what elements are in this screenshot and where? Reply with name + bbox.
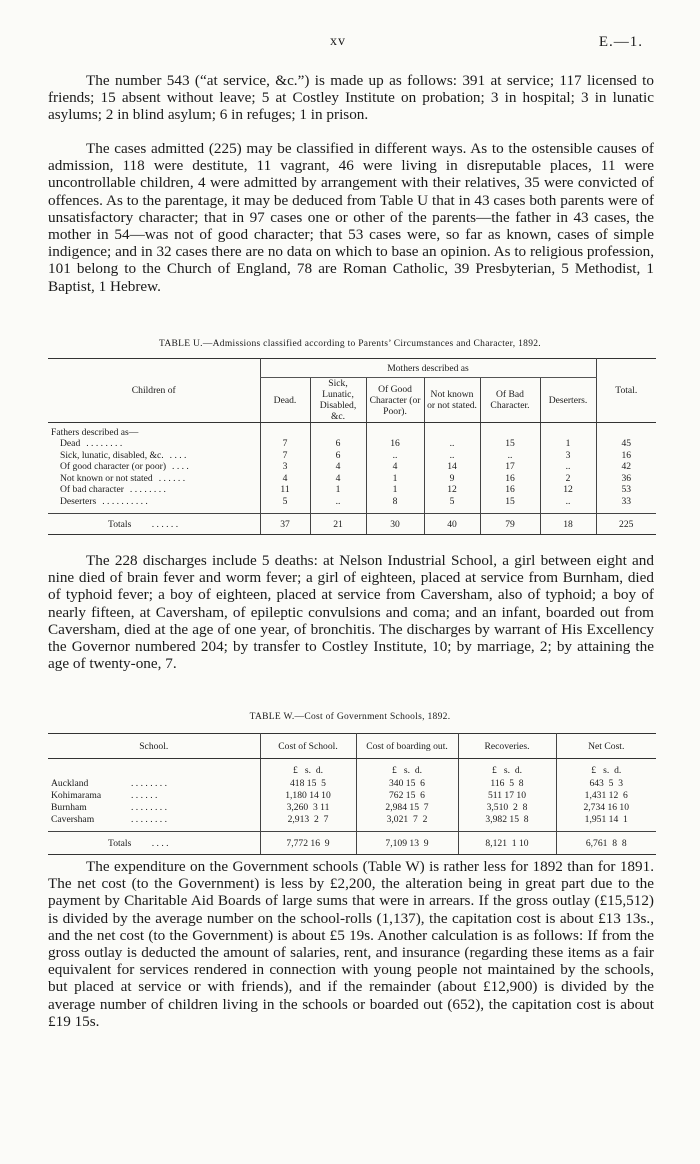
table-u-total-cell: 40 — [424, 514, 480, 535]
row-label: Of good character (or poor) — [60, 461, 167, 473]
table-cell: 3,021 7 2 — [356, 813, 458, 825]
table-cell: 16 — [366, 438, 424, 450]
row-leader: . . . . . . . . — [131, 813, 167, 825]
table-cell: 3,510 2 8 — [458, 801, 556, 813]
table-u-group-header: Mothers described as — [260, 359, 596, 378]
table-cell: 4 — [310, 461, 366, 473]
table-cell: .. — [424, 438, 480, 450]
units-label: £ s. d. — [556, 759, 656, 778]
units-label: £ s. d. — [458, 759, 556, 778]
table-cell: 2,913 2 7 — [260, 813, 356, 825]
table-cell: 17 — [480, 461, 540, 473]
table-u-col-not-known: Not known or not stated. — [424, 378, 480, 423]
table-cell: 16 — [480, 484, 540, 496]
table-cell: 418 15 5 — [260, 777, 356, 789]
table-row — [48, 461, 656, 473]
table-cell: 5 — [424, 496, 480, 508]
table-cell: 2,984 15 7 — [356, 801, 458, 813]
table-cell: 4 — [260, 473, 310, 485]
table-u-total-cell: 37 — [260, 514, 310, 535]
table-row — [48, 438, 656, 450]
table-cell: 116 5 8 — [458, 777, 556, 789]
row-label: Kohimarama — [51, 789, 102, 801]
table-cell: 6 — [310, 438, 366, 450]
table-cell: 4 — [366, 461, 424, 473]
table-cell: 53 — [596, 484, 656, 496]
row-label: Of bad character — [60, 484, 124, 496]
page-number: xv — [330, 34, 346, 49]
table-u-totals-label: Totals — [108, 518, 132, 530]
table-w-total-cell: 6,761 8 8 — [556, 832, 656, 855]
table-u-col-dead: Dead. — [260, 378, 310, 423]
row-leader: . . . . — [172, 461, 189, 473]
table-cell: 762 15 6 — [356, 789, 458, 801]
table-cell: 1 — [366, 473, 424, 485]
table-row — [48, 450, 656, 462]
table-u-col-good: Of Good Character (or Poor). — [366, 378, 424, 423]
table-cell: 11 — [260, 484, 310, 496]
table-cell: 45 — [596, 438, 656, 450]
table-cell: 7 — [260, 450, 310, 462]
row-label: Not known or not stated — [60, 472, 153, 484]
table-cell: 36 — [596, 473, 656, 485]
table-cell: .. — [310, 496, 366, 508]
units-label: £ s. d. — [356, 759, 458, 778]
table-u-col-deserters: Deserters. — [540, 378, 596, 423]
table-u-total-cell: 225 — [596, 514, 656, 535]
page-header — [0, 34, 700, 54]
table-cell: 16 — [596, 450, 656, 462]
document-reference: E.—1. — [598, 34, 643, 50]
table-u-stub-header: Children of — [48, 359, 260, 423]
table-cell: 511 17 10 — [458, 789, 556, 801]
table-w-col-recoveries: Recoveries. — [458, 734, 556, 759]
row-label: Deserters — [60, 495, 97, 507]
table-u-section-row — [48, 423, 656, 439]
table-w-totals-row — [48, 832, 656, 855]
table-cell: .. — [480, 450, 540, 462]
table-cell: 1,431 12 6 — [556, 789, 656, 801]
table-w-caption: TABLE W.—Cost of Government Schools, 1892. — [249, 712, 451, 722]
table-w-units-row — [48, 759, 656, 778]
table-row — [48, 801, 656, 813]
table-cell: 14 — [424, 461, 480, 473]
table-cell: 1 — [540, 438, 596, 450]
table-row — [48, 777, 656, 789]
table-u-total-cell: 18 — [540, 514, 596, 535]
table-w-col-school: School. — [48, 734, 260, 759]
paragraph-discharges: The 228 discharges include 5 deaths: at Nelson Industrial School, a girl between eight and nine died of brain fever and worm fever; a girl of eighteen, placed at service from Burnham, died of typhoid fever; a boy of eighteen, placed at service from Caversham, also of typhoid; a boy of nearly fifteen, at Caversham, of epileptic convulsions and coma; and an infant, boarded out from Caversham, died at the age of one year, of bronchitis. The discharges by warrant of His Excellency the Governor numbered 204; by transfer to Costley Institute, 10; by marriage, 2; by attaining the age of twenty-one, 7. — [48, 552, 654, 673]
table-cell: 9 — [424, 473, 480, 485]
table-w-totals-leader: . . . . — [151, 837, 169, 849]
table-cell: 16 — [480, 473, 540, 485]
table-cell: 12 — [540, 484, 596, 496]
table-cell: 1 — [310, 484, 366, 496]
table-cell: 15 — [480, 496, 540, 508]
table-cell: 8 — [366, 496, 424, 508]
table-w-total-cell: 8,121 1 10 — [458, 832, 556, 855]
table-row — [48, 473, 656, 485]
units-label: £ s. d. — [260, 759, 356, 778]
table-u-caption: TABLE U.—Admissions classified according to Parents’ Circumstances and Character, 1892. — [158, 339, 541, 349]
table-row — [48, 813, 656, 825]
table-u-col-bad: Of Bad Character. — [480, 378, 540, 423]
row-label: Caversham — [51, 813, 95, 825]
table-cell: .. — [540, 496, 596, 508]
table-cell: 3,260 3 11 — [260, 801, 356, 813]
table-cell: .. — [366, 450, 424, 462]
table-cell: 643 5 3 — [556, 777, 656, 789]
row-label: Auckland — [51, 777, 89, 789]
table-cell: 33 — [596, 496, 656, 508]
table-row — [48, 789, 656, 801]
table-cell: 1 — [366, 484, 424, 496]
table-cell: 3 — [260, 461, 310, 473]
table-cell: 1,951 14 1 — [556, 813, 656, 825]
table-u-total-cell: 30 — [366, 514, 424, 535]
row-leader: . . . . . . . . — [86, 438, 123, 450]
table-cell: 15 — [480, 438, 540, 450]
table-w-header-row — [48, 734, 656, 759]
table-cell: 2,734 16 10 — [556, 801, 656, 813]
table-u-col-total: Total. — [596, 359, 656, 423]
table-u-total-cell: 79 — [480, 514, 540, 535]
paragraph-at-service: The number 543 (“at service, &c.”) is made up as follows: 391 at service; 117 licensed to friends; 15 absent without leave; 5 at Costley Institute on probation; 3 in hospital; 3 in lunatic asylums; 2 in blind asylum; 6 in refuges; 1 in prison. — [48, 72, 654, 124]
table-u-totals-row — [48, 514, 656, 535]
table-w-col-boarding: Cost of boarding out. — [356, 734, 458, 759]
table-cell: 12 — [424, 484, 480, 496]
table-cell: .. — [424, 450, 480, 462]
table-w-col-net-cost: Net Cost. — [556, 734, 656, 759]
table-cell: 42 — [596, 461, 656, 473]
table-u-total-cell: 21 — [310, 514, 366, 535]
table-cell: 1,180 14 10 — [260, 789, 356, 801]
row-leader: . . . . . . . . — [131, 801, 167, 813]
row-label: Sick, lunatic, disabled, &c. — [60, 449, 164, 461]
table-cell: .. — [540, 461, 596, 473]
row-label: Burnham — [51, 801, 87, 813]
table-u — [48, 358, 656, 535]
table-w-total-cell: 7,109 13 9 — [356, 832, 458, 855]
table-w-totals-label: Totals — [108, 837, 132, 849]
row-label: Dead — [60, 438, 81, 450]
row-leader: . . . . . . . . . . — [102, 495, 148, 507]
row-leader: . . . . . . — [158, 472, 186, 484]
table-cell: 7 — [260, 438, 310, 450]
row-leader: . . . . . . . . — [129, 484, 166, 496]
table-cell: 3,982 15 8 — [458, 813, 556, 825]
table-u-group-header-row — [48, 359, 656, 378]
table-cell: 340 15 6 — [356, 777, 458, 789]
table-cell: 4 — [310, 473, 366, 485]
row-leader: . . . . — [169, 449, 187, 461]
table-cell: 2 — [540, 473, 596, 485]
table-cell: 6 — [310, 450, 366, 462]
table-cell: 5 — [260, 496, 310, 508]
table-w-total-cell: 7,772 16 9 — [260, 832, 356, 855]
row-leader: . . . . . . — [131, 789, 158, 801]
table-w — [48, 733, 656, 855]
table-cell: 3 — [540, 450, 596, 462]
table-u-section-label: Fathers described as— — [51, 427, 139, 438]
table-u-totals-leader: . . . . . . — [151, 518, 179, 530]
table-w-col-cost-school: Cost of School. — [260, 734, 356, 759]
row-leader: . . . . . . . . — [131, 777, 167, 789]
table-row — [48, 496, 656, 508]
table-u-col-sick: Sick, Lunatic, Disabled, &c. — [310, 378, 366, 423]
paragraph-admissions: The cases admitted (225) may be classified in different ways. As to the ostensible causes of admission, 118 were destitute, 11 vagrant, 46 were living in disreputable places, 11 were uncontrollable children, 4 were admitted by arrangement with their relatives, 35 were convicted of offences. As to the parentage, it may be deduced from Table U that in 43 cases both parents were of unsatisfactory character; that in 97 cases one or other of the parents—the father in 43 cases, the mother in 54—was not of good character; that 53 cases were, so far as known, cases of simple indigence; and in 32 cases there are no data on which to base an opinion. As to religious profession, 101 belong to the Church of England, 78 are Roman Catholic, 39 Presbyterian, 5 Methodist, 1 Baptist, 1 Hebrew. — [48, 140, 654, 295]
paragraph-expenditure: The expenditure on the Government schools (Table W) is rather less for 1892 than for 1891. The net cost (to the Government) is less by £2,200, the alteration being in great part due to the payment by Charitable Aid Boards of large sums that were in arrears. If the gross outlay (£15,512) is divided by the average number on the school-rolls (1,137), the capitation cost is about £13 13s., and the net cost (to the Government) is about £5 19s. Another calculation is as follows: If from the gross outlay is deducted the amount of salaries, rent, and insurance (regarding these items as a fair equivalent for services rendered in connection with young people not maintained by the schools, but placed at service or with friends), and if the remainder (about £12,900) is divided by the average number of children living in the schools or boarded out (652), the capitation cost is about £19 15s. — [48, 858, 654, 1030]
table-row — [48, 484, 656, 496]
